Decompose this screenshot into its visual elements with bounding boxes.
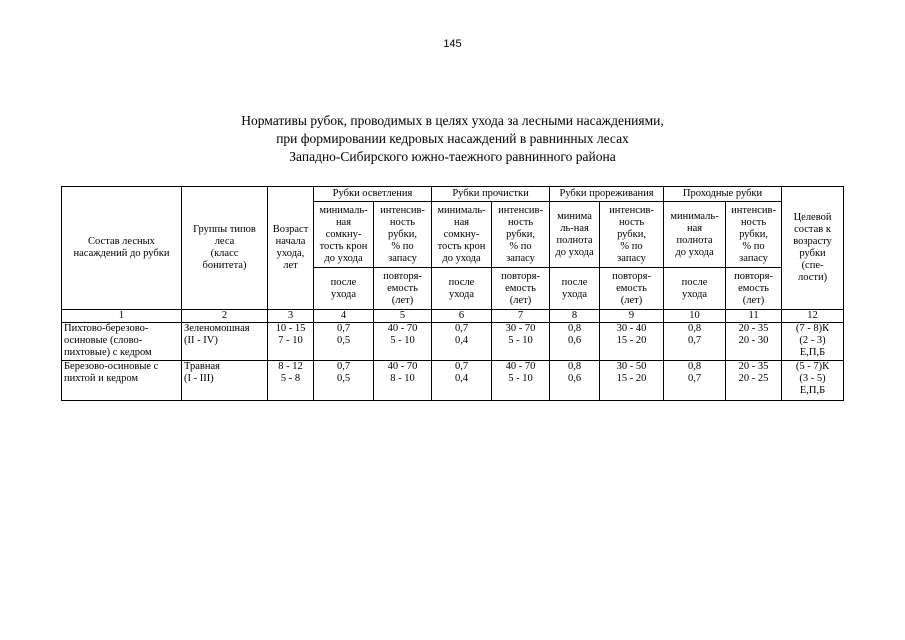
column-number: 6 xyxy=(432,310,492,323)
column-number: 12 xyxy=(782,310,844,323)
header-group-osvetleniya: Рубки осветления xyxy=(314,187,432,202)
document-title xyxy=(0,112,905,166)
cell-value: 0,8 0,6 xyxy=(550,323,600,361)
header-c11-bottom: повторя- емость (лет) xyxy=(726,268,782,310)
cell-value: 0,7 0,5 xyxy=(314,323,374,361)
header-c10-bottom: после ухода xyxy=(664,268,726,310)
header-start-age: Возраст начала ухода, лет xyxy=(268,187,314,310)
header-c7-top: интенсив- ность рубки, % по запасу xyxy=(492,202,550,268)
table-row xyxy=(62,361,844,401)
header-composition: Состав лесных насаждений до рубки xyxy=(62,187,182,310)
column-number: 1 xyxy=(62,310,182,323)
header-c8-bottom: после ухода xyxy=(550,268,600,310)
header-c11-top: интенсив- ность рубки, % по запасу xyxy=(726,202,782,268)
cell-value: 0,7 0,4 xyxy=(432,323,492,361)
cell-value: 0,8 0,7 xyxy=(664,323,726,361)
header-c6-top: минималь- ная сомкну- тость крон до ухода xyxy=(432,202,492,268)
cell-start-age: 8 - 12 5 - 8 xyxy=(268,361,314,401)
column-number-row xyxy=(62,310,844,323)
column-number: 10 xyxy=(664,310,726,323)
cell-value: 40 - 70 5 - 10 xyxy=(374,323,432,361)
header-target-composition: Целевой состав к возрасту рубки (спе- лости) xyxy=(782,187,844,310)
column-number: 7 xyxy=(492,310,550,323)
header-group-prohodnye: Проходные рубки xyxy=(664,187,782,202)
header-c5-top: интенсив- ность рубки, % по запасу xyxy=(374,202,432,268)
column-number: 2 xyxy=(182,310,268,323)
cell-composition: Березово-осиновые с пихтой и кедром xyxy=(62,361,182,401)
cell-value: 20 - 35 20 - 30 xyxy=(726,323,782,361)
cell-value: 40 - 70 8 - 10 xyxy=(374,361,432,401)
header-c9-bottom: повторя- емость (лет) xyxy=(600,268,664,310)
cell-value: 20 - 35 20 - 25 xyxy=(726,361,782,401)
cell-value: 30 - 50 15 - 20 xyxy=(600,361,664,401)
cell-forest-type: Травная (I - III) xyxy=(182,361,268,401)
header-c6-bottom: после ухода xyxy=(432,268,492,310)
header-c8-top: минима ль-ная полнота до ухода xyxy=(550,202,600,268)
cell-start-age: 10 - 15 7 - 10 xyxy=(268,323,314,361)
cell-value: 30 - 70 5 - 10 xyxy=(492,323,550,361)
title-line-3: Западно-Сибирского южно-таежного равнинного района xyxy=(289,149,616,164)
cell-target: (5 - 7)К (3 - 5) Е,П,Б xyxy=(782,361,844,401)
table-row xyxy=(62,323,844,361)
norms-table xyxy=(61,186,844,401)
cell-value: 40 - 70 5 - 10 xyxy=(492,361,550,401)
column-number: 11 xyxy=(726,310,782,323)
cell-forest-type: Зеленомошная (II - IV) xyxy=(182,323,268,361)
header-group-prorezhivaniya: Рубки прореживания xyxy=(550,187,664,202)
title-line-1: Нормативы рубок, проводимых в целях ухода за лесными насаждениями, xyxy=(241,113,664,128)
column-number: 4 xyxy=(314,310,374,323)
cell-value: 30 - 40 15 - 20 xyxy=(600,323,664,361)
header-c7-bottom: повторя- емость (лет) xyxy=(492,268,550,310)
cell-value: 0,7 0,4 xyxy=(432,361,492,401)
header-c10-top: минималь- ная полнота до ухода xyxy=(664,202,726,268)
page-number: 145 xyxy=(443,38,462,50)
title-line-2: при формировании кедровых насаждений в равнинных лесах xyxy=(276,131,629,146)
header-group-prochistki: Рубки прочистки xyxy=(432,187,550,202)
column-number: 3 xyxy=(268,310,314,323)
column-number: 8 xyxy=(550,310,600,323)
column-number: 9 xyxy=(600,310,664,323)
header-c4-top: минималь- ная сомкну- тость крон до ухода xyxy=(314,202,374,268)
column-number: 5 xyxy=(374,310,432,323)
cell-target: (7 - 8)К (2 - 3) Е,П,Б xyxy=(782,323,844,361)
cell-value: 0,8 0,7 xyxy=(664,361,726,401)
header-forest-type: Группы типов леса (класс бонитета) xyxy=(182,187,268,310)
cell-composition: Пихтово-березово- осиновые (слово- пихтовые) с кедром xyxy=(62,323,182,361)
header-c9-top: интенсив- ность рубки, % по запасу xyxy=(600,202,664,268)
cell-value: 0,7 0,5 xyxy=(314,361,374,401)
header-c4-bottom: после ухода xyxy=(314,268,374,310)
cell-value: 0,8 0,6 xyxy=(550,361,600,401)
header-c5-bottom: повторя- емость (лет) xyxy=(374,268,432,310)
